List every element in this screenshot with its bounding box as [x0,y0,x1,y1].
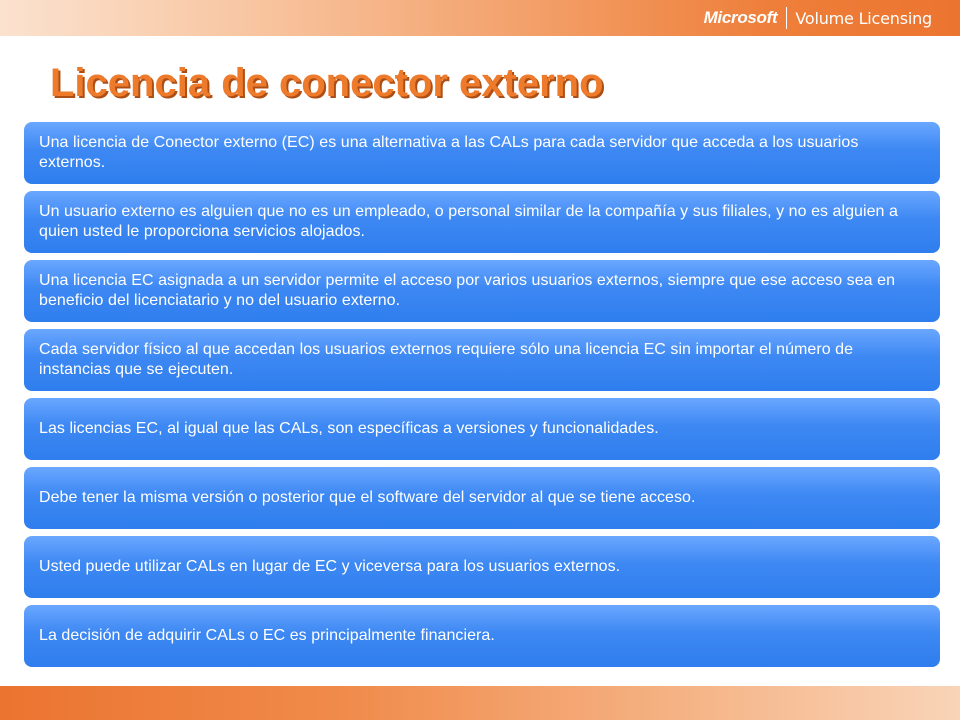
content-item-text: Una licencia de Conector externo (EC) es una alternativa a las CALs para cada servidor que acceda a los usuarios externos. [39,134,859,171]
content-item-text: Usted puede utilizar CALs en lugar de EC y viceversa para los usuarios externos. [39,558,621,575]
bottom-banner [0,686,960,720]
content-item [24,536,940,598]
content-item [24,122,940,184]
content-item-text: La decisión de adquirir CALs o EC es principalmente financiera. [39,627,495,644]
content-list [24,122,940,674]
brand-divider [786,7,787,29]
content-item [24,191,940,253]
content-item [24,467,940,529]
content-item-text: Una licencia EC asignada a un servidor permite el acceso por varios usuarios externos, siempre que ese acceso sea en beneficio del licenciatario y no del usuario externo. [39,272,896,309]
top-banner [0,0,960,36]
content-item-text: Debe tener la misma versión o posterior que el software del servidor al que se tiene acceso. [39,489,696,506]
microsoft-volume-licensing-logo [704,6,932,30]
brand-product: Volume Licensing [795,8,932,28]
content-item-text: Un usuario externo es alguien que no es un empleado, o personal similar de la compañía y sus filiales, y no es alguien a quien usted le proporciona servicios alojados. [39,203,898,240]
content-item [24,398,940,460]
content-item [24,329,940,391]
brand-name: Microsoft [703,8,778,27]
content-item-text: Las licencias EC, al igual que las CALs, son específicas a versiones y funcionalidades. [39,420,659,437]
content-item [24,605,940,667]
content-item-text: Cada servidor físico al que accedan los usuarios externos requiere sólo una licencia EC sin importar el número de instancias que se ejecuten. [39,341,854,378]
content-item [24,260,940,322]
slide-title: Licencia de conector externo [50,61,604,105]
